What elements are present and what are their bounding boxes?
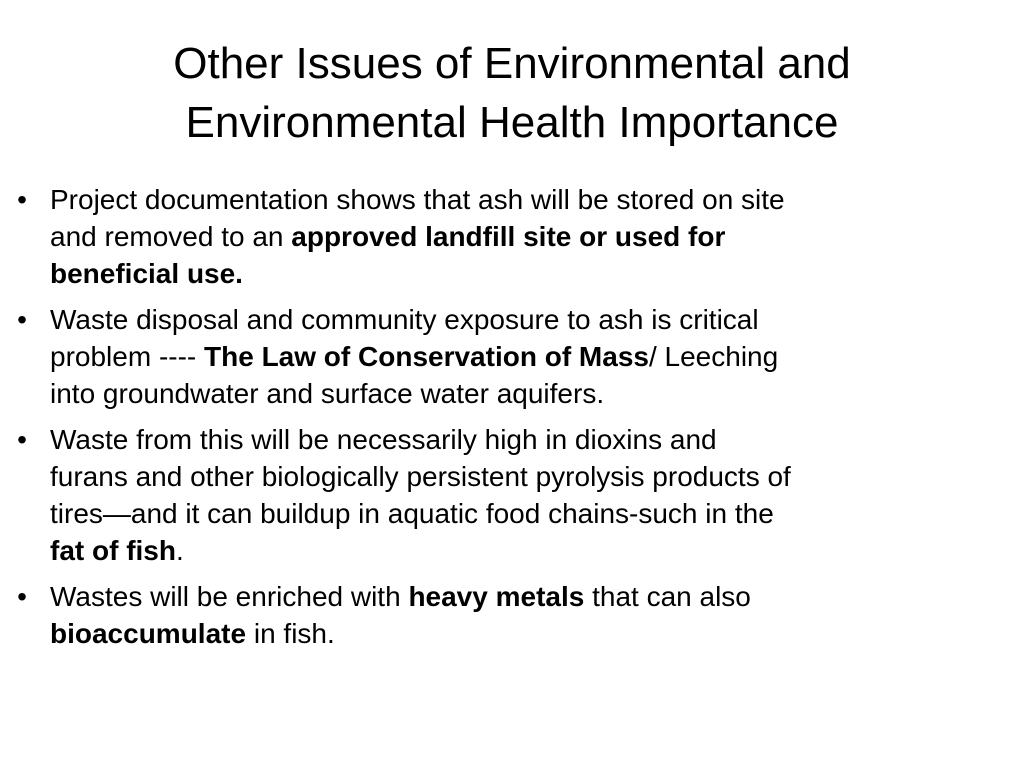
slide-title <box>60 34 964 152</box>
bullet-dot-icon: • <box>17 304 27 335</box>
bullet-text: Waste from this will be necessarily high in dioxins and <box>50 424 717 455</box>
bullet-emphasis: The Law of Conservation of Mass <box>204 341 649 372</box>
bullet-text <box>50 615 1012 652</box>
bullet-emphasis: bioaccumulate <box>50 618 247 649</box>
bullet-text-segment: Wastes will be enriched with <box>50 581 409 612</box>
bullet-text-segment: and removed to an <box>50 221 292 252</box>
bullet-text: furans and other biologically persistent pyrolysis products of <box>50 461 791 492</box>
bullet-text <box>50 578 1012 615</box>
bullet-item <box>12 181 1012 292</box>
bullet-text-segment: . <box>176 535 184 566</box>
title-line-1: Other Issues of Environmental and <box>173 39 851 88</box>
bullet-text <box>50 255 1012 292</box>
bullet-text: into groundwater and surface water aquifers. <box>50 378 605 409</box>
title-line-2: Environmental Health Importance <box>185 98 839 147</box>
bullet-text-segment: that can also <box>584 581 751 612</box>
bullet-item <box>12 578 1012 652</box>
bullet-emphasis: approved landfill site or used for <box>291 221 726 252</box>
bullet-dot-icon: • <box>17 581 27 612</box>
bullet-item <box>12 421 1012 569</box>
bullet-text-segment: problem ---- <box>50 341 205 372</box>
bullet-text-segment: / Leeching <box>648 341 779 372</box>
bullet-dot-icon: • <box>17 424 27 455</box>
bullet-text <box>50 218 1012 255</box>
bullet-item <box>12 301 1012 412</box>
bullet-text: Waste disposal and community exposure to ash is critical <box>50 304 759 335</box>
bullet-text <box>50 338 1012 375</box>
bullet-emphasis: beneficial use. <box>50 258 243 289</box>
bullet-list <box>12 181 1012 661</box>
bullet-emphasis: heavy metals <box>408 581 585 612</box>
bullet-text-segment: in fish. <box>246 618 335 649</box>
bullet-emphasis: fat of fish <box>50 535 176 566</box>
bullet-text <box>50 532 1012 569</box>
bullet-text: tires—and it can buildup in aquatic food chains-such in the <box>50 498 774 529</box>
bullet-text: Project documentation shows that ash will be stored on site <box>50 184 785 215</box>
bullet-dot-icon: • <box>17 184 27 215</box>
